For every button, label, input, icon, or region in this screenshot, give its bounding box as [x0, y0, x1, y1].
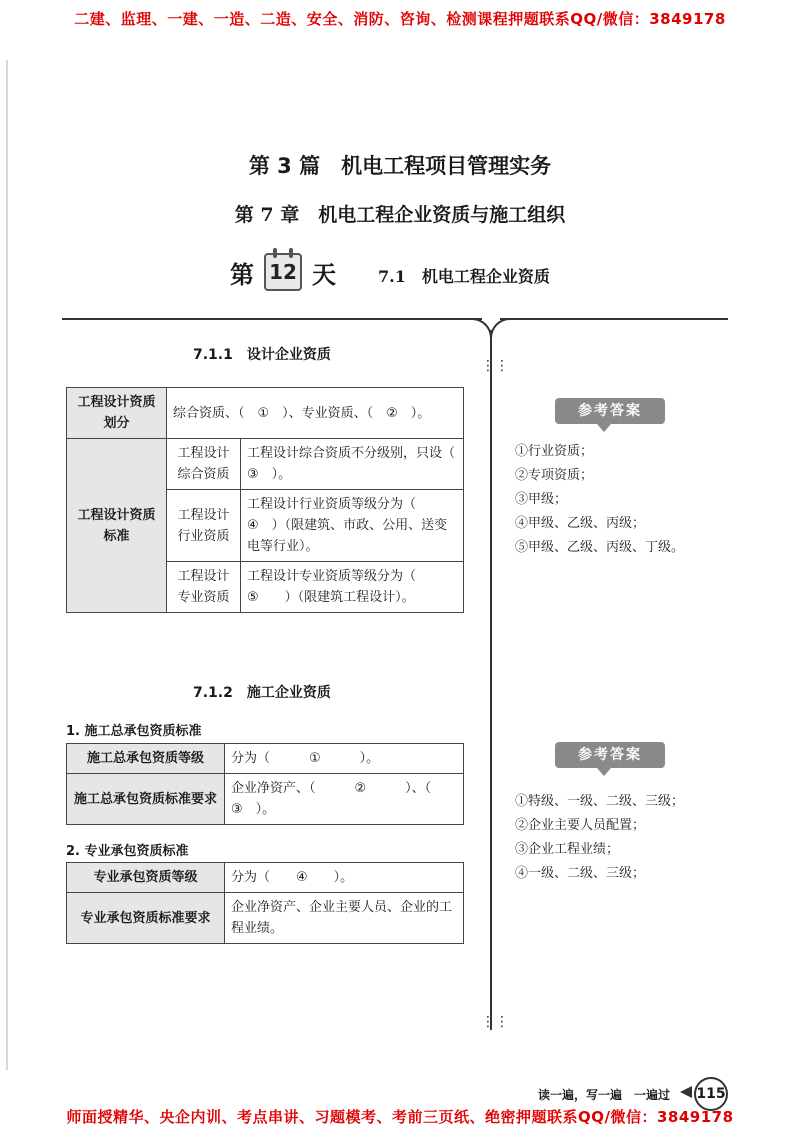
row-content: 企业净资产、企业主要人员、企业的工程业绩。	[225, 893, 464, 944]
divider-right	[500, 318, 728, 320]
calendar-icon	[264, 253, 302, 291]
general-contracting-table	[66, 743, 464, 825]
row-content: 分为（ ① ）。	[225, 744, 464, 774]
answer-item: ⑤甲级、乙级、丙级、丁级。	[515, 540, 685, 555]
part-title: 第 3 篇 机电工程项目管理实务	[248, 154, 552, 178]
answer-item: ①行业资质；	[515, 444, 594, 459]
row-label: 专业承包资质等级	[67, 863, 225, 893]
row-content: 企业净资产、（ ② ）、（ ③ ）。	[225, 774, 464, 825]
row-label: 施工总承包资质标准要求	[67, 774, 225, 825]
day-prefix: 第	[230, 259, 254, 289]
day-marker	[230, 248, 336, 296]
row-label: 工程设计资质标准	[67, 439, 167, 613]
divider-curve-right	[490, 318, 512, 340]
answer-item: ④甲级、乙级、丙级；	[515, 516, 646, 531]
table-row	[67, 863, 464, 893]
answer-list-2	[515, 790, 684, 886]
row-label: 专业承包资质标准要求	[67, 893, 225, 944]
divider-knot-icon: ⋮⋮	[481, 1014, 509, 1030]
row-content: 分为（ ④ ）。	[225, 863, 464, 893]
answer-item: ①特级、一级、二级、三级；	[515, 794, 685, 809]
bottom-banner: 师面授精华、央企内训、考点串讲、习题模考、考前三页纸、绝密押题联系QQ/微信：3849178	[66, 1108, 734, 1126]
block-heading: 1. 施工总承包资质标准	[66, 724, 202, 739]
answer-item: ③甲级；	[515, 492, 568, 507]
answer-item: ②企业主要人员配置；	[515, 818, 646, 833]
answer-label-badge: 参考答案	[555, 742, 665, 768]
table-row	[67, 388, 464, 439]
sub-row-label: 工程设计行业资质	[167, 490, 241, 562]
day-number: 12	[269, 260, 297, 284]
sub-row-content: 工程设计综合资质不分级别，只设（ ③ ）。	[241, 439, 464, 490]
specialty-contracting-table	[66, 862, 464, 944]
day-suffix: 天	[312, 259, 336, 289]
row-label: 工程设计资质划分	[67, 388, 167, 439]
subsection-heading-711: 7.1.1 设计企业资质	[193, 347, 331, 363]
answer-item: ③企业工程业绩；	[515, 842, 620, 857]
sub-row-label: 工程设计专业资质	[167, 562, 241, 613]
chapter-title: 第 7 章 机电工程企业资质与施工组织	[234, 204, 566, 226]
section-title: 7.1 机电工程企业资质	[378, 267, 550, 286]
table-row	[67, 439, 464, 490]
table-row	[67, 744, 464, 774]
divider-left	[62, 318, 482, 320]
answer-item: ②专项资质；	[515, 468, 594, 483]
subsection-heading-712: 7.1.2 施工企业资质	[193, 685, 331, 701]
page-number: 115	[694, 1077, 728, 1111]
table-row	[67, 774, 464, 825]
answer-item: ④一级、二级、三级；	[515, 866, 646, 881]
column-divider	[490, 330, 492, 1030]
divider-knot-icon: ⋮⋮	[481, 358, 509, 374]
row-label: 施工总承包资质等级	[67, 744, 225, 774]
answer-list-1	[515, 440, 684, 560]
sub-row-label: 工程设计综合资质	[167, 439, 241, 490]
row-content: 综合资质、（ ① ）、专业资质、（ ② ）。	[167, 388, 464, 439]
design-qualification-table	[66, 387, 469, 613]
top-banner: 二建、监理、一建、一造、二造、安全、消防、咨询、检测课程押题联系QQ/微信：3849178	[74, 10, 726, 28]
table-row	[67, 893, 464, 944]
divider-curve-left	[470, 318, 492, 340]
block-heading: 2. 专业承包资质标准	[66, 844, 189, 859]
sub-row-content: 工程设计专业资质等级分为（ ⑤ ）（限建筑工程设计）。	[241, 562, 464, 613]
arrow-left-icon	[680, 1086, 692, 1098]
footer-phrase: 读一遍，写一遍 一遍过	[538, 1088, 671, 1102]
answer-label-badge: 参考答案	[555, 398, 665, 424]
sub-row-content: 工程设计行业资质等级分为（ ④ ）（限建筑、市政、公用、送变电等行业）。	[241, 490, 464, 562]
